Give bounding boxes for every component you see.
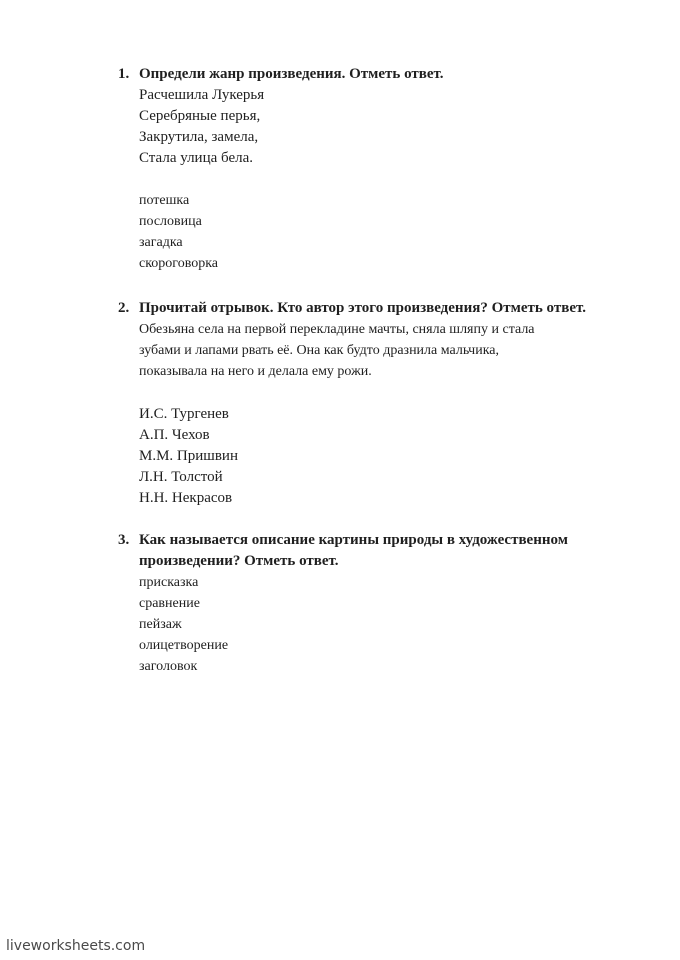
watermark: liveworksheets.com xyxy=(6,938,146,954)
excerpt-line: показывала на него и делала ему рожи. xyxy=(139,364,372,379)
question-1-poem xyxy=(118,85,638,169)
answer-option-zagolovok[interactable]: заголовок xyxy=(139,659,198,674)
poem-line: Стала улица бела. xyxy=(139,150,254,166)
question-2-header xyxy=(118,298,638,319)
answer-option-sravnenie[interactable]: сравнение xyxy=(139,596,200,611)
answer-option-prishvin[interactable]: М.М. Пришвин xyxy=(139,448,238,464)
poem-line: Закрутила, замела, xyxy=(139,129,259,145)
answer-option-zagadka[interactable]: загадка xyxy=(139,235,183,250)
question-1-header xyxy=(118,64,638,85)
question-1 xyxy=(118,64,638,274)
answer-option-turgenev[interactable]: И.С. Тургенев xyxy=(139,406,229,422)
question-2-options xyxy=(118,404,638,509)
question-2-title: Прочитай отрывок. Кто автор этого произведения? Отметь ответ. xyxy=(139,300,586,316)
answer-option-nekrasov[interactable]: Н.Н. Некрасов xyxy=(139,490,233,506)
question-1-title: Определи жанр произведения. Отметь ответ. xyxy=(139,66,444,82)
answer-option-chekhov[interactable]: А.П. Чехов xyxy=(139,427,210,443)
question-2-number: 2. xyxy=(118,300,130,316)
question-1-number: 1. xyxy=(118,66,130,82)
answer-option-peyzazh[interactable]: пейзаж xyxy=(139,617,182,632)
answer-option-tolstoy[interactable]: Л.Н. Толстой xyxy=(139,469,223,485)
answer-option-poteshka[interactable]: потешка xyxy=(139,193,190,208)
question-3-number: 3. xyxy=(118,532,130,548)
excerpt-line: Обезьяна села на первой перекладине мачты, сняла шляпу и стала xyxy=(139,322,535,337)
question-3-title-line-1: Как называется описание картины природы в художественном xyxy=(139,532,568,548)
question-3-header xyxy=(118,530,638,572)
answer-option-poslovitsa[interactable]: пословица xyxy=(139,214,202,229)
answer-option-olitsetvorenie[interactable]: олицетворение xyxy=(139,638,229,653)
excerpt-line: зубами и лапами рвать её. Она как будто дразнила мальчика, xyxy=(139,343,499,358)
question-2-excerpt xyxy=(118,319,638,382)
question-1-options xyxy=(118,190,638,274)
question-2 xyxy=(118,298,638,509)
answer-option-skorogovorka[interactable]: скороговорка xyxy=(139,256,219,271)
question-3 xyxy=(118,530,638,677)
poem-line: Серебряные перья, xyxy=(139,108,261,124)
question-3-title-line-2: произведении? Отметь ответ. xyxy=(139,553,339,569)
poem-line: Расчешила Лукерья xyxy=(139,87,265,103)
answer-option-priskazka[interactable]: присказка xyxy=(139,575,199,590)
question-3-options xyxy=(118,572,638,677)
